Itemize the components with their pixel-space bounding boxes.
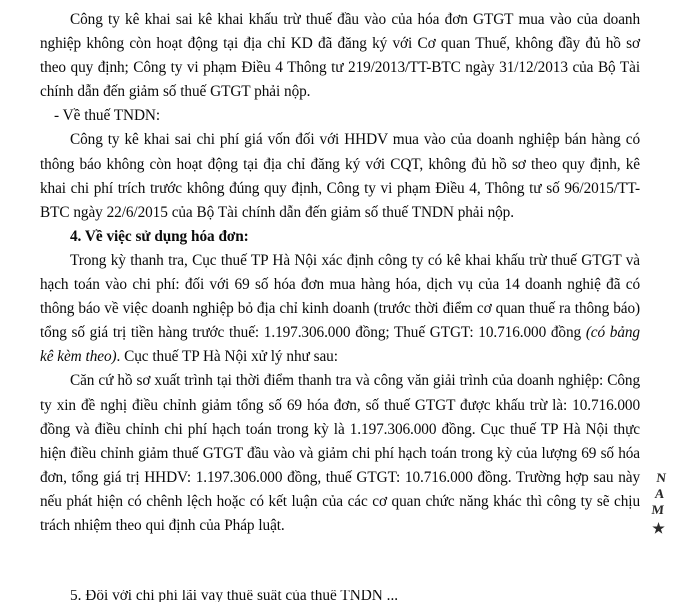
paragraph-cit-declaration: Công ty kê khai sai chi phí giá vốn đối với HHDV mua vào của doanh nghiệp bán hàng có thông báo không còn hoạt động tại địa chỉ đăng ký với CQT, không đủ hồ sơ theo quy định, kê khai chi phí trích trước không đúng quy định, Công ty vi phạm Điều 4, Thông tư số 96/2015/TT-BTC ngày 22/6/2015 của Bộ Tài chính dẫn đến giảm số thuế TNDN phải nộp.	[40, 131, 640, 221]
paragraph-heading-cit: - Về thuế TNDN:	[54, 107, 161, 125]
watermark-star-icon: ★	[652, 522, 666, 537]
document-body	[40, 8, 640, 538]
invoice-usage-text-main: Trong kỳ thanh tra, Cục thuế TP Hà Nội xác định công ty có kê khai khấu trừ thuế GTGT và hạch toán vào chi phí: đối với 69 số hóa đơn mua hàng hóa, dịch vụ của 14 doanh nghiệ đã có thông báo về việc doanh nghiệp bỏ địa chỉ kinh doanh (trước thời điểm cơ quan thuế ra thông báo) tổng số giá trị tiền hàng trước thuế: 1.197.306.000 đồng; Thuế GTGT: 10.716.000 đồng	[40, 251, 640, 342]
invoice-usage-note-italic: (có bảng kê kèm theo)	[40, 324, 640, 366]
section-4-title: 4. Về việc sử dụng hóa đơn:	[70, 227, 249, 245]
paragraph-invoice-usage	[40, 249, 640, 369]
page-watermark	[647, 470, 671, 580]
paragraph-section-4-heading	[40, 225, 640, 249]
paragraph-vat-declaration: Công ty kê khai sai kê khai khấu trừ thuế đầu vào của hóa đơn GTGT mua vào của doanh nghiệp không còn hoạt động tại địa chỉ KD đã đăng ký với Cơ quan Thuế, không đầy đủ hồ sơ theo quy định; Công ty vi phạm Điều 4 Thông tư 219/2013/TT-BTC ngày 31/12/2013 của Bộ Tài chính dẫn đến giảm số thuế GTGT phải nộp.	[40, 11, 640, 101]
invoice-usage-text-tail: . Cục thuế TP Hà Nội xử lý như sau:	[116, 348, 338, 366]
paragraph-handling-decision: Căn cứ hồ sơ xuất trình tại thời điểm thanh tra và công văn giải trình của doanh nghiệp: Công ty xin đề nghị điều chỉnh giảm tổng số 69 hóa đơn, số thuế GTGT được khấu trừ là: 10.716.000 đồng và điều chỉnh chi phí hạch toán trong kỳ là 1.197.306.000 đồng. Cục thuế TP Hà Nội thực hiện điều chỉnh giảm thuế GTGT đầu vào và giảm chi phí hạch toán trong kỳ của lượng 69 số hóa đơn, tổng giá trị HHDV: 1.197.306.000 đồng, thuế GTGT: 10.716.000 đồng. Trường hợp sau này nếu phát hiện có chênh lệch hoặc có kết luận của các cơ quan chức năng khác thì công ty sẽ chịu trách nhiệm theo qui định của Pháp luật.	[40, 372, 640, 534]
watermark-text: NAM	[649, 470, 670, 518]
clipped-next-line-text: 5. Đối với chi phí lãi vay thuế suất của thuế TNDN ...	[70, 590, 399, 602]
clipped-next-line	[40, 590, 640, 602]
